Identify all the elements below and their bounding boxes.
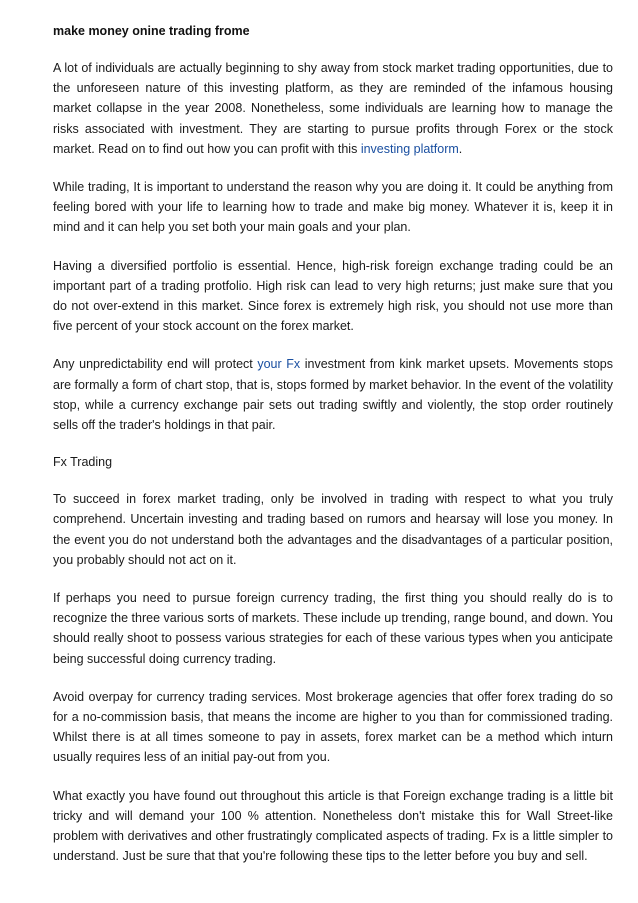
paragraph-4-text-after: investment from kink market upsets. Movements stops are formally a form of chart stop, that is, stops formed by market behavior. In the event of the volatility stop, while a currency exchange pair sets out trading swiftly and violently, the stop order routinely sells off the trader's holdings in that pair. bbox=[53, 357, 613, 433]
paragraph-4 bbox=[53, 354, 613, 435]
paragraph-1-text-before: A lot of individuals are actually beginning to shy away from stock market trading opportunities, due to the unforeseen nature of this investing platform, as they are reminded of the infamous housing market collapse in the year 2008. Nonetheless, some individuals are learning how to manage the risks associated with investment. They are starting to pursue profits through Forex or the stock market. Read on to find out how you can profit with this bbox=[53, 61, 613, 156]
paragraph-5: To succeed in forex market trading, only be involved in trading with respect to what you truly comprehend. Uncertain investing and trading based on rumors and hearsay will lose you money. In the event you do not understand both the advantages and the disadvantages of a particular position, you probably should not act on it. bbox=[53, 492, 613, 567]
paragraph-1 bbox=[53, 58, 613, 159]
paragraph-7: Avoid overpay for currency trading services. Most brokerage agencies that offer forex trading do so for a no-commission basis, that means the income are higher to you than for commissioned trading. Whilst there is at all times someone to pay in assets, forex market can be a method which inturn usually requires less of an initial pay-out from you. bbox=[53, 689, 613, 765]
document-page bbox=[53, 22, 613, 885]
paragraph-2: While trading, It is important to understand the reason why you are doing it. It could be anything from feeling bored with your life to learning how to trade and make big money. Whatever it is, keep it in mind and it can help you set both your main goals and your plan. bbox=[53, 180, 613, 235]
section-heading: Fx Trading bbox=[53, 455, 113, 470]
paragraph-8: What exactly you have found out throughout this article is that Foreign exchange trading is a little bit tricky and will demand your 100 % attention. Nonetheless don't mistake this for Wall Street-like problem with derivatives and other frustratingly complicated aspects of trading. Fx is a little simpler to understand. Just be sure that that you're following these tips to the letter before you buy and sell. bbox=[53, 788, 613, 864]
paragraph-1-text-after: . bbox=[458, 141, 463, 156]
your-fx-link[interactable]: your Fx bbox=[257, 357, 301, 372]
paragraph-3: Having a diversified portfolio is essential. Hence, high-risk foreign exchange trading could be an important part of a trading protfolio. High risk can lead to very high returns; just make sure that you do not over-extend in this market. Since forex is extremely high risk, you should not use more than five percent of your stock account on the forex market. bbox=[53, 258, 613, 334]
investing-platform-link[interactable]: investing platform bbox=[360, 141, 459, 156]
paragraph-4-text-before: Any unpredictability end will protect bbox=[53, 357, 258, 372]
paragraph-6: If perhaps you need to pursue foreign currency trading, the first thing you should really do is to recognize the three various sorts of markets. These include up trending, range bound, and down. You should really shoot to possess various strategies for each of these various types when you anticipate being successful doing currency trading. bbox=[53, 591, 613, 666]
document-title: make money onine trading frome bbox=[53, 24, 250, 38]
